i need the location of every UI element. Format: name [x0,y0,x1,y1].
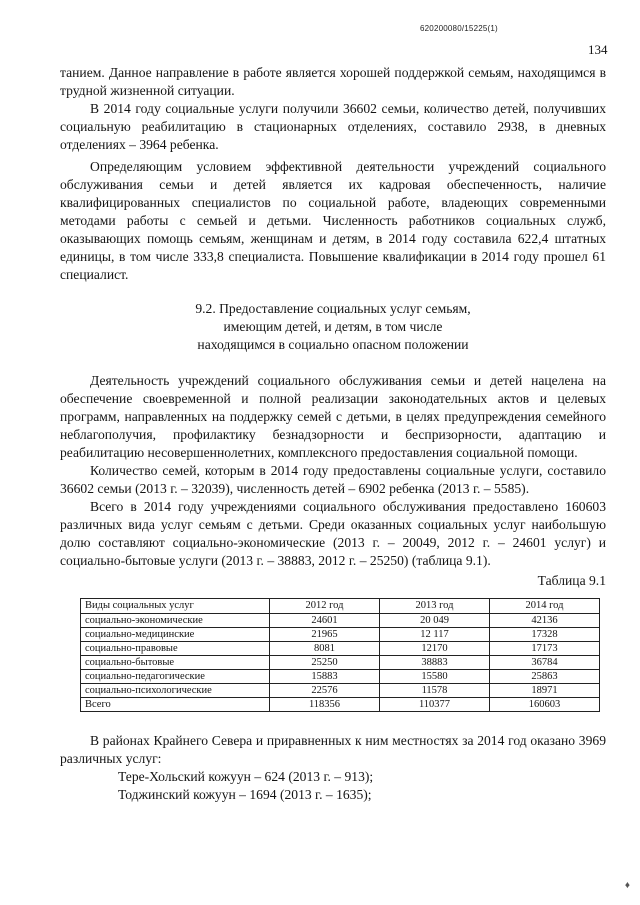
page-number: 134 [588,42,608,57]
table-cell: 118356 [270,698,380,712]
corner-mark: ♦ [624,880,630,891]
list-item: Тере-Хольский кожуун – 624 (2013 г. – 913); [118,769,374,784]
section-heading [60,300,606,354]
section-heading-line-3: находящимся в социально опасном положении [197,337,469,352]
table-row [81,656,600,670]
paragraph-continuation: танием. Данное направление в работе является хорошей поддержкой семьям, находящимся в трудной жизненной ситуации. [60,65,606,98]
page-body [60,64,606,804]
table-cell: 15580 [380,670,490,684]
paragraph-staffing: Определяющим условием эффективной деятельности учреждений социального обслуживания семьи и детей является их кадровая обеспеченность, наличие квалифицированных специалистов по социальной работе, владеющих современными методами работы с семьей и детьми. Численность работников социальных служб, оказывающих помощь семьям, женщинам и детям, в 2014 году составила 622,4 штатных единицы, в том числе 333,8 специалиста. Повышение квалификации в 2014 году прошел 61 специалист. [60,159,606,282]
table-cell: социально-правовые [81,642,270,656]
table-cell: 24601 [270,614,380,628]
table-cell: социально-педагогические [81,670,270,684]
table-cell: социально-психологические [81,684,270,698]
table-cell: социально-экономические [81,614,270,628]
table-header-cell: 2012 год [270,599,380,614]
table-cell: социально-бытовые [81,656,270,670]
paragraph-activity: Деятельность учреждений социального обслуживания семьи и детей нацелена на обеспечение своевременной и полной реализации законодательных актов и целевых программ, направленных на поддержку семей с детьми, в целях предупреждения семейного неблагополучия, профилактику безнадзорности и беспризорности, адаптацию и реабилитацию несовершеннолетних, комплексного предоставления социальной помощи. [60,373,606,460]
table-cell: 38883 [380,656,490,670]
table-cell: 11578 [380,684,490,698]
table-cell: 15883 [270,670,380,684]
paragraph-services-total: Всего в 2014 году учреждениями социального обслуживания предоставлено 160603 различных вида услуг семьям с детьми. Среди оказанных социальных услуг наибольшую долю составляют социально-экономические (2013 г. – 20049, 2012 г. – 24601 услуг) и социально-бытовые услуги (2013 г. – 38883, 2012 г. – 25250) (таблица 9.1). [60,499,606,568]
table-cell: 20 049 [380,614,490,628]
table-header-cell: Виды социальных услуг [81,599,270,614]
list-item: Тоджинский кожуун – 1694 (2013 г. – 1635); [118,787,372,802]
table-row [81,670,600,684]
table-cell: 17173 [490,642,600,656]
table-cell: социально-медицинские [81,628,270,642]
table-cell: 36784 [490,656,600,670]
table-row [81,628,600,642]
table-row [81,614,600,628]
table-cell: 8081 [270,642,380,656]
table-row-total [81,698,600,712]
table-header-cell: 2014 год [490,599,600,614]
paragraph-families-count: Количество семей, которым в 2014 году предоставлены социальные услуги, составило 36602 семьи (2013 г. – 32039), численность детей – 6902 ребенка (2013 г. – 5585). [60,463,606,496]
table-cell: Всего [81,698,270,712]
document-id: 620200080/15225(1) [420,24,498,33]
table-cell: 17328 [490,628,600,642]
table-header-cell: 2013 год [380,599,490,614]
table-cell: 25250 [270,656,380,670]
table-cell: 110377 [380,698,490,712]
table-cell: 18971 [490,684,600,698]
district-list [60,768,606,804]
table-row [81,684,600,698]
table-cell: 25863 [490,670,600,684]
paragraph-far-north: В районах Крайнего Севера и приравненных к ним местностях за 2014 год оказано 3969 различных услуг: [60,733,606,766]
table-caption: Таблица 9.1 [537,573,606,588]
section-heading-line-2: имеющим детей, и детям, в том числе [223,319,443,334]
table-cell: 21965 [270,628,380,642]
table-cell: 12170 [380,642,490,656]
paragraph-2014-services: В 2014 году социальные услуги получили 36602 семьи, количество детей, получивших социальную реабилитацию в стационарных отделениях, составило 2938, в дневных отделениях – 3964 ребенка. [60,101,606,152]
table-cell: 160603 [490,698,600,712]
table-cell: 22576 [270,684,380,698]
table-cell: 12 117 [380,628,490,642]
table-cell: 42136 [490,614,600,628]
section-heading-line-1: 9.2. Предоставление социальных услуг семьям, [195,301,471,316]
table-header-row [81,599,600,614]
services-table [80,598,600,712]
table-row [81,642,600,656]
